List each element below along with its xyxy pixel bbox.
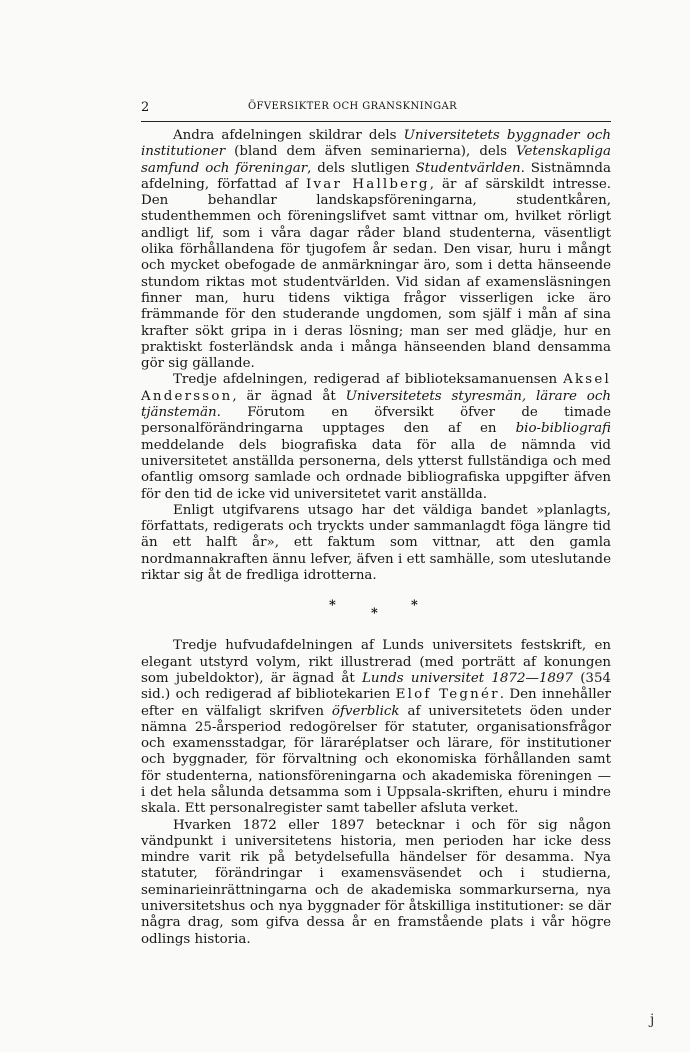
header-rule (141, 121, 611, 122)
running-title: ÖFVERSIKTER OCH GRANSKNINGAR (247, 101, 458, 112)
paragraph-2: Tredje afdelningen, redigerad af biblioteksamanuensen Aksel Andersson, är ägnad åt Universitetets styresmän, lärare och tjänstemän. Förutom en öfversikt öfver de timade personalförändringarna upptages den af en bio-bibliografi meddelande dels biografiska data för alla de nämnda vid universitetet anställda personerna, dels ytterst fullständiga och med ofantlig omsorg samlade och ordnade bibliografiska uppgifter äfven för den tid de icke vid universitetet varit anställda. (141, 372, 611, 502)
spaced-name: Aksel Andersson (141, 372, 611, 404)
italic-title: Universitetets styresmän, lärare och tjänstemän (141, 388, 611, 421)
italic-title: öfverblick (331, 703, 400, 719)
spaced-name: Elof Tegnér (395, 687, 500, 703)
paragraph-4: Tredje hufvudafdelningen af Lunds universitets festskrift, en elegant utstyrd volym, rikt illustrerad (med porträtt af konungen som jubeldoktor), är ägnad åt Lunds universitet 1872—1897 (354 sid.) och redigerad af bibliotekarien Elof Tegnér. Den innehåller efter en välfaligt skrifven öfverblick af universitetets öden under nämna 25-årsperiod redogörelser för statuter, organisationsfrågor och examensstadgar, för läraréplatser och lärare, för institutioner och byggnader, för förvaltning och ekonomiska förhållanden samt för studenterna, nationsföreningarna och akademiska föreningen — i det hela sålunda detsamma som i Uppsala-skriften, ehuru i mindre skala. Ett personalregister samt tabeller afsluta verket. (141, 638, 612, 817)
star-left: * (329, 598, 336, 614)
italic-title: Lunds universitet 1872—1897 (362, 670, 573, 686)
star-middle: * (371, 606, 378, 622)
italic-title: bio-bibliografi (515, 421, 611, 437)
spaced-name: Ivar Hallberg (306, 176, 430, 192)
page-number: 2 (141, 100, 150, 115)
italic-title: Vetenskapliga samfund och föreningar (141, 144, 611, 176)
italic-title: Studentvärlden (415, 160, 521, 176)
section-divider (141, 584, 611, 638)
article-body (141, 128, 611, 948)
paragraph-5: Hvarken 1872 eller 1897 betecknar i och för sig någon vändpunkt i universitetens historia, men perioden har icke dess mindre varit rik på betydelsefulla händelser för desamma. Nya statuter, förändringar i examensväsendet och i studierna, seminarieinrättningarna och de akademiska sommarkurserna, nya universitetshus och nya byggnader för åtskilliga institutioner: se där några drag, som gifva dessa år en framstående plats i vår högre odlings historia. (141, 817, 611, 947)
italic-title: Universitetets byggnader och institutioner (141, 128, 611, 160)
paragraph-3: Enligt utgifvarens utsago har det väldiga bandet »planlagts, författats, redigerats och tryckts under sammanlagdt föga längre tid än ett halft år», ett faktum som vittnar, att den gamla nordmannakraften ännu lefver, äfven i ett samhälle, som uteslutande riktar sig åt de fredliga idrotterna. (141, 502, 611, 584)
margin-mark: j (650, 1012, 655, 1028)
page-header (141, 100, 564, 116)
star-right: * (411, 598, 418, 614)
paragraph-1: Andra afdelningen skildrar dels Universitetets byggnader och institutioner (bland dem äfven seminarierna), dels Vetenskapliga samfund och föreningar, dels slutligen Studentvärlden. Sistnämnda afdelning, författad af Ivar Hallberg, är af särskildt intresse. Den behandlar landskapsföreningarna, studentkåren, studenthemmen och föreningslifvet samt vittnar om, hvilket rörligt andligt lif, som i våra dagar råder bland studenterna, väsentligt olika förhållandena för tjugofem år sedan. Den visar, huru i mångt och mycket obefogade de anmärkningar äro, som i detta hänseende stundom riktas mot studentvärlden. Vid sidan af examensläsningen finner man, huru tidens viktiga frågor visserligen icke äro främmande för den studerande ungdomen, som själf i mån af sina krafter sökt gripa in i deras lösning; man ser med glädje, hur en praktiskt fosterländsk anda i många hänseenden bland densamma gör sig gällande. (141, 128, 612, 372)
